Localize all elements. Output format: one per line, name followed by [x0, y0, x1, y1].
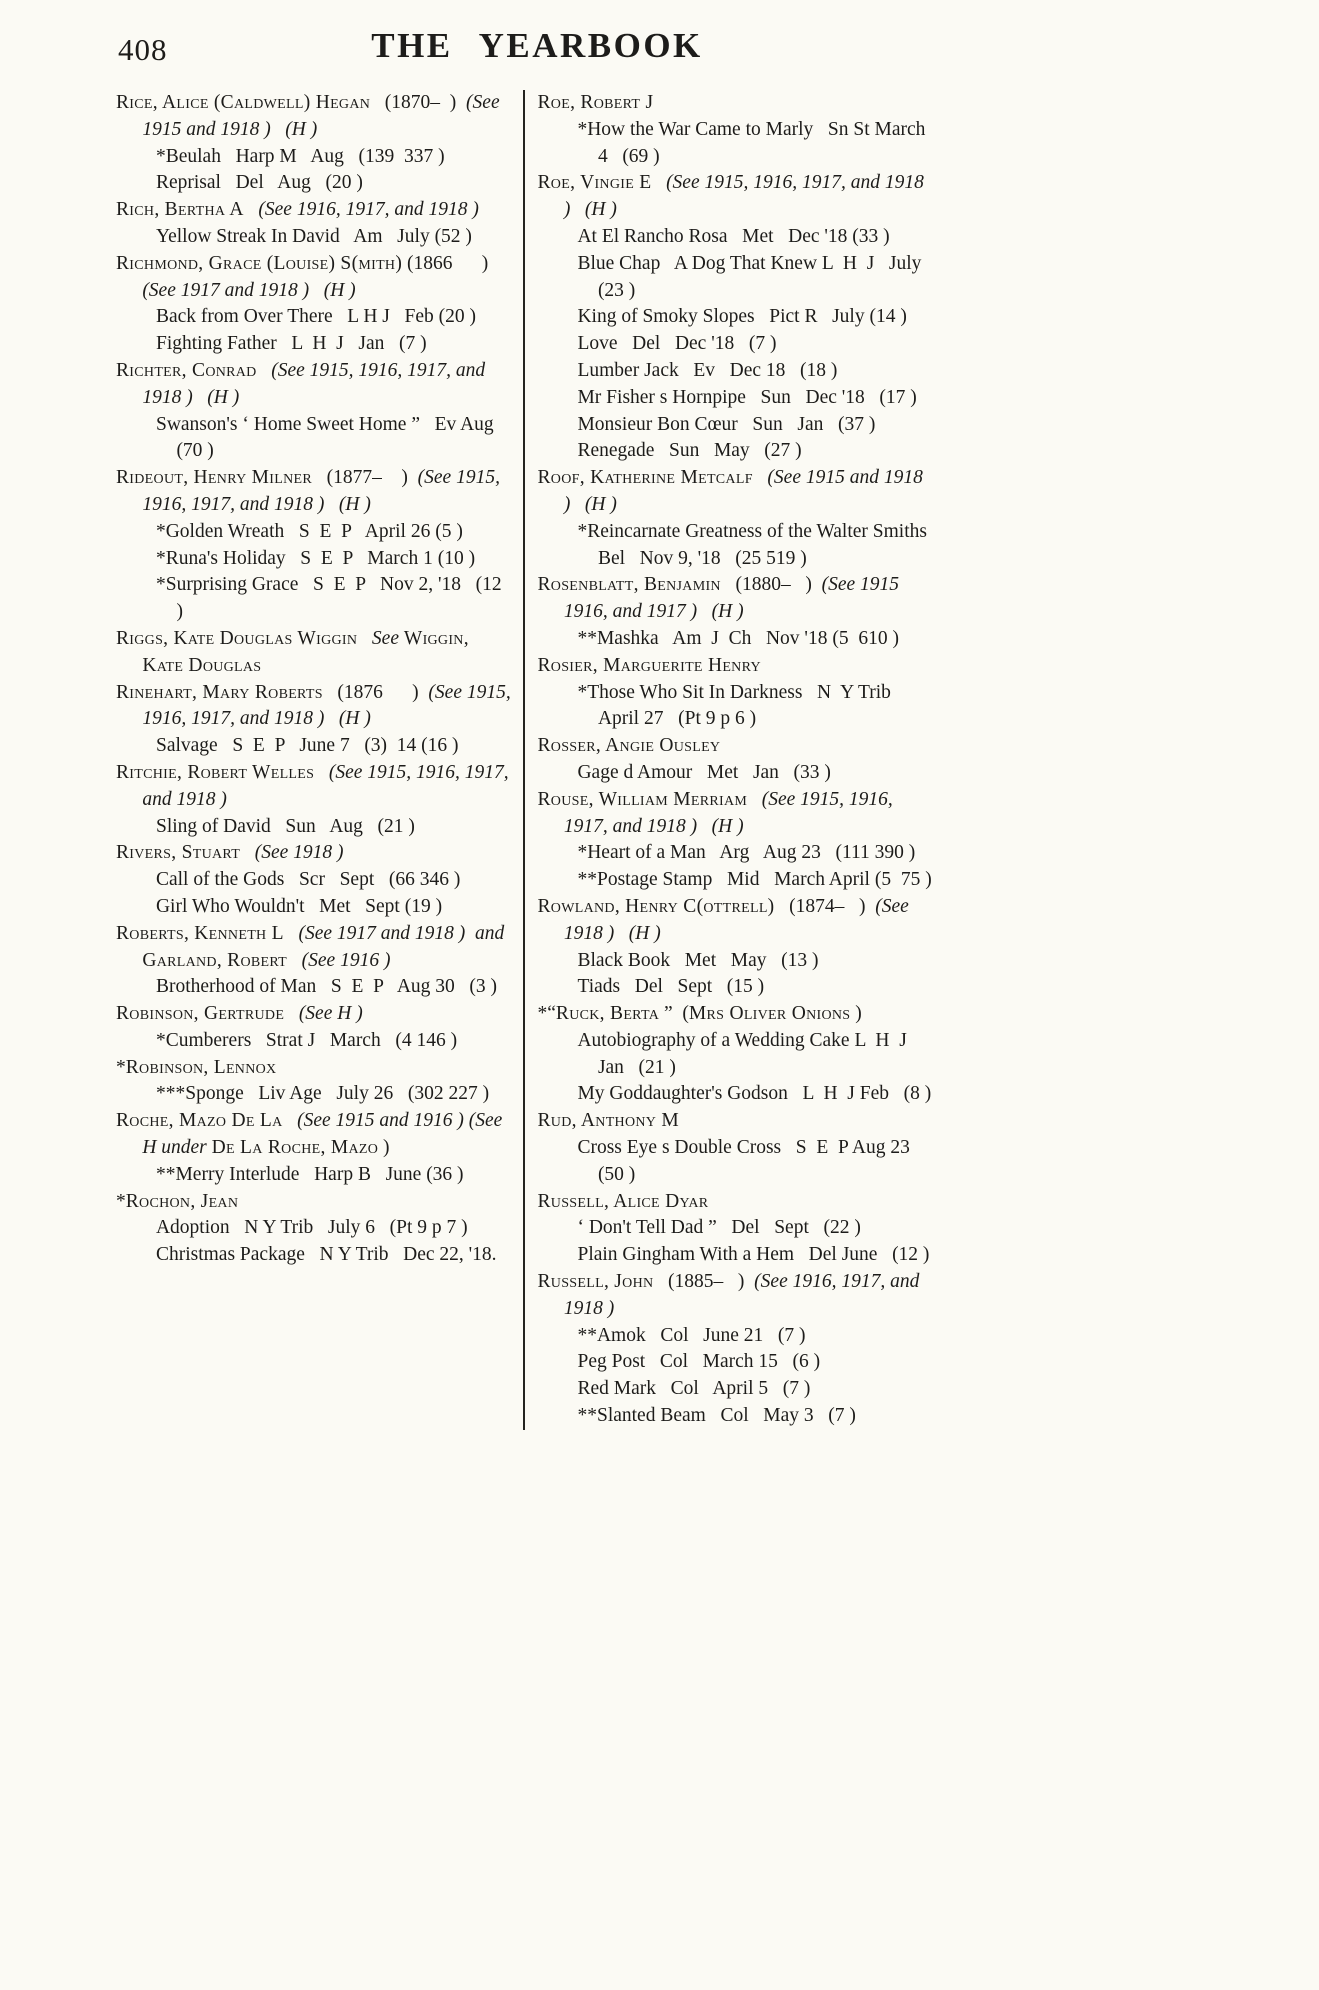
author-heading [116, 1001, 511, 1028]
author-name: Garland, Robert [142, 949, 288, 971]
author-name: Rouse, William Merriam [537, 788, 748, 810]
author-name: Roe, Robert J [537, 92, 654, 113]
author-name: Roche, Mazo De La [116, 1110, 283, 1132]
author-detail [357, 628, 372, 649]
author-heading [538, 787, 934, 841]
author-name: Roberts, Kenneth L [116, 922, 284, 944]
author-detail: ” ( [659, 1003, 689, 1025]
work-item: *Those Who Sit In Darkness N Y Trib April 27 (Pt 9 p 6 ) [577, 681, 905, 730]
author-detail [240, 842, 255, 863]
author-name: Robinson, Gertrude [116, 1003, 285, 1025]
index-entry [116, 358, 511, 465]
cross-reference: (See 1915 and 1918 ) (H ) [142, 92, 505, 140]
index-entry [116, 90, 511, 197]
work-item: Plain Gingham With a Hem Del June (12 ) [577, 1244, 930, 1266]
author-detail: (1866 ) [402, 252, 499, 274]
index-entry [116, 680, 516, 760]
work-item: Yellow Streak In David Am July (52 ) [155, 225, 472, 247]
work-item: Renegade Sun May (27 ) [577, 440, 802, 462]
author-heading [538, 170, 934, 224]
author-detail: ) [850, 1003, 862, 1025]
author-detail [282, 1110, 297, 1131]
work-item: Cross Eye s Double Cross S E P Aug 23 (50 ) [577, 1137, 925, 1185]
work-item: Tiads Del Sept (15 ) [577, 976, 765, 998]
author-name: Rinehart, Mary Roberts [116, 681, 323, 703]
author-detail: * [116, 1190, 126, 1212]
author-detail [244, 199, 259, 220]
author-heading [116, 1189, 511, 1216]
cross-reference: (See 1915 and 1916 ) (See H under [142, 1110, 508, 1159]
author-name: Rich, Bertha A [116, 199, 244, 221]
author-name: Roe, Vingie E [537, 172, 652, 194]
index-entry [538, 1269, 934, 1430]
right-column [525, 90, 942, 1430]
work-item: Peg Post Col March 15 (6 ) [577, 1351, 821, 1373]
author-name: Roof, Katherine Metcalf [537, 467, 753, 489]
author-name: Ritchie, Robert Welles [116, 761, 315, 783]
work-item: Call of the Gods Scr Sept (66 346 ) [155, 869, 461, 891]
author-heading [116, 251, 511, 305]
cross-reference: (See 1915, 1916, 1917, and 1918 ) [142, 761, 514, 810]
work-item: **Amok Col June 21 (7 ) [577, 1324, 806, 1346]
author-name: Rochon, Jean [125, 1190, 239, 1212]
author-detail [651, 172, 666, 193]
author-detail: (1876 ) [322, 681, 429, 703]
author-detail [747, 789, 762, 810]
author-detail [753, 467, 768, 488]
page-header [116, 26, 958, 78]
author-heading [538, 90, 934, 117]
cross-reference: (See 1915, 1916, 1917, and 1918 ) (H ) [563, 172, 929, 221]
work-item: Love Del Dec '18 (7 ) [577, 333, 777, 355]
cross-reference: (See 1916 ) [301, 949, 391, 971]
index-entry [537, 465, 942, 572]
author-heading [538, 465, 934, 519]
author-heading [116, 1055, 511, 1082]
author-detail [284, 1003, 299, 1024]
author-name: De La Roche, Mazo [211, 1137, 379, 1159]
index-entry [116, 840, 511, 920]
cross-reference: (See H ) [298, 1003, 363, 1025]
work-item: Girl Who Wouldn't Met Sept (19 ) [155, 895, 443, 917]
work-item: Swanson's ‘ Home Sweet Home ” Ev Aug (70 ) [155, 413, 509, 462]
cross-reference: (See 1915, 1916, 1917, and 1918 ) (H ) [142, 681, 516, 730]
work-item: Autobiography of a Wedding Cake L H J Jan (21 ) [577, 1029, 922, 1078]
index-entry [538, 733, 934, 787]
work-item: King of Smoky Slopes Pict R July (14 ) [577, 306, 907, 328]
author-detail: (1885– ) [653, 1271, 755, 1293]
author-detail [257, 360, 272, 381]
author-name: Rivers, Stuart [116, 842, 241, 864]
author-heading [116, 1108, 511, 1162]
work-item: **Postage Stamp Mid March April (5 75 ) [577, 869, 932, 891]
work-item: Brotherhood of Man S E P Aug 30 (3 ) [155, 976, 498, 998]
author-detail: (1874– ) [774, 895, 876, 917]
author-detail [287, 950, 302, 971]
author-detail [284, 923, 299, 944]
author-name: Richmond, Grace (Louise) S(mith) [116, 252, 403, 274]
work-item: Blue Chap A Dog That Knew L H J July (23 ) [577, 252, 937, 301]
work-item: Fighting Father L H J Jan (7 ) [155, 333, 427, 355]
author-heading [116, 358, 511, 412]
author-detail: *“ [537, 1003, 556, 1025]
work-item: *Reincarnate Greatness of the Walter Smiths Bel Nov 9, '18 (25 519 ) [577, 520, 942, 569]
author-name: Rowland, Henry C(ottrell) [537, 895, 775, 917]
work-item: **Merry Interlude Harp B June (36 ) [155, 1163, 464, 1185]
cross-reference: (See 1917 and 1918 ) (H ) [142, 279, 356, 301]
index-entry [116, 465, 511, 626]
index-entry [116, 760, 514, 840]
author-heading [538, 1269, 934, 1323]
work-item: Sling of David Sun Aug (21 ) [155, 815, 415, 837]
index-entry [116, 1108, 511, 1188]
page-title: THE YEARBOOK [371, 26, 703, 65]
author-name: Rideout, Henry Milner [116, 467, 313, 489]
author-heading [538, 894, 934, 948]
author-heading [538, 572, 934, 626]
cross-reference: (See 1916, 1917, and 1918 ) [258, 199, 479, 221]
author-name: Rice, Alice (Caldwell) Hegan [116, 92, 371, 113]
cross-reference: (See 1915, 1916, 1917, and 1918 ) (H ) [563, 788, 898, 837]
work-item: Salvage S E P June 7 (3) 14 (16 ) [155, 735, 459, 757]
author-detail: ) [378, 1137, 390, 1159]
index-columns [116, 90, 958, 1430]
cross-reference: (See 1915 1916, and 1917 ) (H ) [563, 574, 904, 623]
index-entry [538, 1001, 934, 1108]
work-item: ***Sponge Liv Age July 26 (302 227 ) [155, 1083, 490, 1105]
author-heading [116, 760, 514, 814]
index-entry [538, 787, 934, 894]
work-item: *Heart of a Man Arg Aug 23 (111 390 ) [577, 842, 916, 864]
author-heading [538, 1189, 934, 1216]
work-item: **Mashka Am J Ch Nov '18 (5 610 ) [577, 627, 899, 649]
author-name: Russell, John [537, 1271, 654, 1293]
work-item: **Slanted Beam Col May 3 (7 ) [577, 1405, 856, 1427]
work-item: Back from Over There L H J Feb (20 ) [155, 306, 477, 328]
author-heading [116, 680, 516, 734]
work-item: *How the War Came to Marly Sn St March 4 (69 ) [577, 118, 931, 167]
work-item: Black Book Met May (13 ) [577, 949, 819, 971]
author-heading [538, 733, 934, 760]
work-item: Adoption N Y Trib July 6 (Pt 9 p 7 ) [155, 1217, 468, 1239]
work-item: Mr Fisher s Hornpipe Sun Dec '18 (17 ) [577, 386, 917, 408]
work-item: *Cumberers Strat J March (4 146 ) [155, 1029, 458, 1051]
cross-reference: (See 1918 ) [254, 842, 344, 864]
author-name: Ruck, Berta [555, 1003, 660, 1025]
author-heading [116, 626, 511, 680]
author-name: Robinson, Lennox [125, 1056, 277, 1078]
index-entry [116, 1189, 511, 1269]
index-entry [538, 894, 934, 1001]
index-entry [538, 1108, 934, 1188]
index-entry [537, 170, 937, 465]
work-item: Lumber Jack Ev Dec 18 (18 ) [577, 359, 838, 381]
work-item: *Golden Wreath S E P April 26 (5 ) [155, 520, 463, 542]
author-name: Rud, Anthony M [537, 1110, 680, 1132]
text-block [116, 26, 958, 1430]
work-item: Red Mark Col April 5 (7 ) [577, 1378, 811, 1400]
author-detail [314, 762, 329, 783]
work-item: Christmas Package N Y Trib Dec 22, '18. [155, 1244, 497, 1266]
work-item: *Beulah Harp M Aug (139 337 ) [155, 145, 445, 167]
cross-reference: (See 1917 and 1918 ) and [298, 922, 510, 944]
author-heading [116, 90, 511, 144]
author-name: Mrs Oliver Onions [688, 1003, 851, 1025]
author-heading [116, 197, 511, 224]
cross-reference: (See 1916, 1917, and 1918 ) [563, 1271, 925, 1319]
author-heading [538, 1001, 934, 1028]
index-entry [538, 1189, 934, 1269]
cross-reference: (See 1915, 1916, 1917, and 1918 ) (H ) [142, 467, 505, 515]
index-entry [538, 572, 934, 652]
index-entry [116, 197, 511, 251]
author-name: Russell, Alice Dyar [537, 1190, 709, 1212]
cross-reference: See [371, 627, 399, 649]
work-item: Gage d Amour Met Jan (33 ) [577, 761, 831, 783]
work-item: ‘ Don't Tell Dad ” Del Sept (22 ) [577, 1217, 861, 1239]
author-name: Riggs, Kate Douglas Wiggin [116, 627, 358, 649]
author-detail: * [116, 1056, 126, 1078]
author-heading [116, 840, 511, 867]
work-item: At El Rancho Rosa Met Dec '18 (33 ) [577, 225, 890, 247]
index-entry [116, 1055, 511, 1109]
left-column [116, 90, 523, 1430]
cross-reference: (See 1918 ) (H ) [563, 895, 914, 944]
index-entry [538, 90, 934, 170]
index-entry [538, 653, 934, 733]
author-detail: (1877– ) [312, 467, 418, 489]
work-item: *Runa's Holiday S E P March 1 (10 ) [155, 547, 476, 569]
author-detail: (1870– ) [370, 92, 467, 113]
index-entry [116, 626, 511, 680]
work-item: Reprisal Del Aug (20 ) [155, 172, 363, 194]
work-item: Monsieur Bon Cœur Sun Jan (37 ) [577, 413, 876, 435]
work-item: *Surprising Grace S E P Nov 2, '18 (12 ) [155, 574, 507, 623]
index-entry [116, 921, 511, 1001]
work-item: My Goddaughter's Godson L H J Feb (8 ) [577, 1083, 932, 1105]
author-heading [538, 1108, 934, 1135]
author-name: Rosier, Marguerite Henry [537, 654, 761, 676]
author-name: Wiggin, Kate Douglas [142, 627, 475, 676]
cross-reference: (See 1915, 1916, 1917, and 1918 ) (H ) [142, 359, 491, 408]
index-entry [116, 1001, 511, 1055]
author-detail: (1880– ) [720, 574, 822, 596]
author-name: Rosser, Angie Ousley [537, 735, 721, 757]
cross-reference: (See 1915 and 1918 ) (H ) [563, 467, 928, 515]
page-number: 408 [118, 32, 168, 67]
author-heading [538, 653, 934, 680]
author-heading [116, 921, 511, 975]
author-heading [116, 465, 511, 519]
index-entry [116, 251, 511, 358]
author-name: Rosenblatt, Benjamin [537, 574, 721, 596]
author-name: Richter, Conrad [116, 359, 257, 381]
